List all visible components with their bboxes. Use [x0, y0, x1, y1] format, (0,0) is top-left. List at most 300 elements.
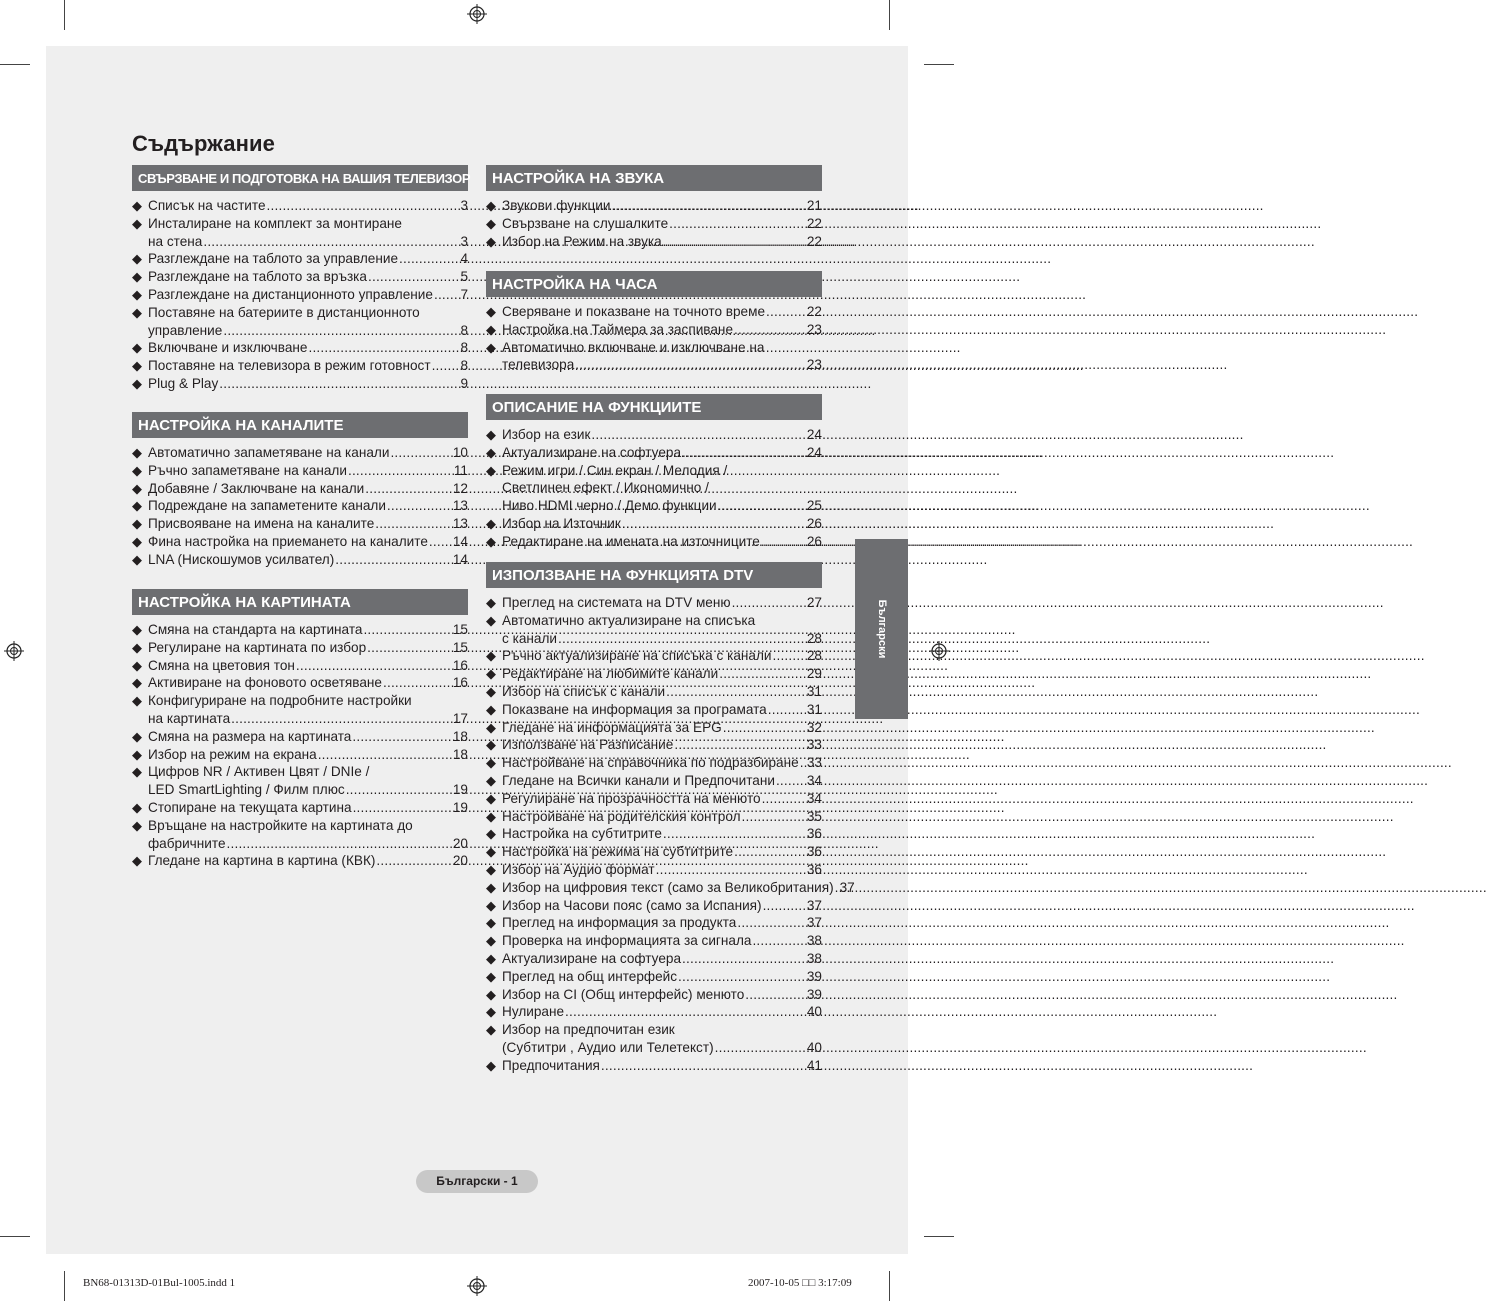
toc-entry-line	[502, 497, 822, 515]
toc-entry-line	[502, 515, 822, 533]
dot-leader	[768, 701, 806, 719]
section-heading: ИЗПОЛЗВАНЕ НА ФУНКЦИЯТА DTV	[486, 562, 822, 588]
toc-entry[interactable]	[486, 647, 822, 665]
toc-entry-text: Разглеждане на дистанционното управление	[148, 286, 433, 302]
toc-entry-line	[148, 233, 468, 251]
toc-entry[interactable]	[132, 286, 468, 304]
toc-page-number: 38	[806, 933, 822, 949]
toc-entry[interactable]	[132, 215, 468, 251]
toc-entry[interactable]	[132, 462, 468, 480]
toc-page-number: 33	[806, 755, 822, 771]
toc-page-number: 27	[806, 595, 822, 610]
toc-entry-text: Фина настройка на приемането на каналите	[148, 533, 428, 549]
dot-leader	[622, 515, 806, 533]
toc-entry[interactable]	[132, 692, 468, 728]
dot-leader	[375, 515, 452, 533]
toc-entry-line	[502, 444, 822, 462]
toc-entry-text: Присвояване на имена на каналите	[148, 516, 375, 532]
toc-list	[486, 303, 822, 374]
section-heading: НАСТРОЙКА НА КАНАЛИТЕ	[132, 412, 468, 438]
toc-entry[interactable]	[486, 1021, 822, 1057]
toc-entry[interactable]	[132, 639, 468, 657]
diamond-bullet-icon: ◆	[486, 986, 496, 1002]
diamond-bullet-icon: ◆	[132, 639, 142, 655]
toc-entry[interactable]	[486, 719, 822, 737]
toc-page-number: 13	[452, 498, 468, 514]
toc-entry-text: Избор на Източник	[502, 515, 621, 531]
toc-entry[interactable]	[132, 497, 468, 515]
diamond-bullet-icon: ◆	[132, 551, 142, 567]
diamond-bullet-icon: ◆	[486, 612, 496, 628]
toc-entry-text: Показване на информация за програмата	[502, 701, 767, 717]
dot-leader	[231, 710, 452, 728]
toc-entry-line	[502, 303, 822, 321]
diamond-bullet-icon: ◆	[486, 444, 496, 460]
dot-leader	[732, 594, 806, 612]
dot-leader	[742, 808, 806, 826]
toc-page-number: 21	[806, 198, 822, 213]
toc-entry[interactable]	[486, 897, 822, 915]
toc-entry-line	[148, 339, 468, 357]
toc-entry-text: Настройка на субтитрите	[502, 826, 662, 842]
toc-list	[486, 197, 822, 250]
toc-entry-text: Гледане на картина в картина (КВК)	[148, 853, 376, 869]
section-dtv	[486, 562, 855, 1075]
toc-entry-line	[502, 665, 822, 683]
toc-page-number: 8	[460, 358, 468, 374]
toc-page-number: 41	[806, 1057, 822, 1073]
toc-entry[interactable]	[486, 825, 822, 843]
toc-entry-line	[502, 736, 822, 754]
dot-leader	[399, 250, 459, 268]
dot-leader	[219, 375, 459, 393]
diamond-bullet-icon: ◆	[132, 198, 142, 213]
toc-entry-line	[502, 462, 822, 480]
toc-entry-text: Светлинен ефект / Икономично /	[502, 480, 709, 496]
diamond-bullet-icon: ◆	[486, 897, 496, 913]
toc-entry[interactable]	[486, 772, 822, 790]
toc-entry-line	[148, 799, 468, 817]
toc-entry-text: Настройка на режима на субтитрите	[502, 844, 734, 860]
toc-entry-line	[148, 710, 468, 728]
toc-entry[interactable]	[132, 551, 468, 569]
toc-entry-text: Настройване на справочника по подразбиране	[502, 755, 799, 771]
toc-entry-text: (Субтитри , Аудио или Телетекст)	[502, 1039, 714, 1055]
section-time	[486, 271, 822, 374]
diamond-bullet-icon: ◆	[132, 480, 142, 496]
toc-entry-line	[502, 914, 822, 932]
toc-page-number: 29	[806, 666, 822, 682]
dot-leader	[666, 683, 806, 701]
toc-entry-line	[148, 375, 468, 393]
toc-page-number: 18	[452, 728, 468, 744]
toc-entry-line	[502, 825, 822, 843]
toc-entry-line	[148, 621, 468, 639]
toc-entry[interactable]	[132, 250, 468, 268]
dot-leader	[432, 357, 460, 375]
toc-entry-text: Предпочитания	[502, 1057, 600, 1073]
toc-entry[interactable]	[486, 594, 822, 612]
toc-entry-line	[502, 968, 822, 986]
diamond-bullet-icon: ◆	[486, 1022, 496, 1038]
toc-entry[interactable]	[486, 968, 822, 986]
toc-page-number: 24	[806, 444, 822, 460]
toc-entry-text: Ръчно актуализиране на списъка с канали	[502, 648, 772, 664]
toc-page-number: 8	[460, 340, 468, 356]
toc-entry-line	[148, 497, 468, 515]
toc-entry[interactable]	[132, 763, 468, 799]
language-side-tab	[855, 539, 908, 719]
toc-page-number: 23	[806, 357, 822, 373]
section-connection	[132, 165, 471, 393]
toc-entry-text: Подреждане на запаметените канали	[148, 498, 386, 514]
dot-leader	[267, 197, 460, 215]
diamond-bullet-icon: ◆	[132, 746, 142, 762]
toc-page-number: 19	[452, 782, 468, 798]
toc-entry-line	[502, 754, 822, 772]
toc-entry[interactable]	[132, 304, 468, 340]
toc-entry-line	[148, 674, 468, 692]
diamond-bullet-icon: ◆	[132, 533, 142, 549]
diamond-bullet-icon: ◆	[486, 321, 496, 337]
diamond-bullet-icon: ◆	[486, 533, 496, 549]
toc-entry-line	[502, 647, 822, 665]
diamond-bullet-icon: ◆	[486, 427, 496, 442]
toc-page-number: 39	[806, 986, 822, 1002]
toc-entry-text: Смяна на цветовия тон	[148, 657, 295, 673]
toc-entry-line	[148, 197, 468, 215]
diamond-bullet-icon: ◆	[132, 657, 142, 673]
toc-list	[486, 426, 822, 551]
dot-leader	[308, 339, 459, 357]
toc-entry-line	[502, 683, 822, 701]
toc-entry-text: Разглеждане на таблото за управление	[148, 251, 399, 267]
dot-leader	[682, 950, 806, 968]
toc-entry-line	[502, 630, 822, 648]
toc-page-number: 7	[460, 286, 468, 302]
diamond-bullet-icon: ◆	[486, 844, 496, 860]
toc-entry[interactable]	[132, 480, 468, 498]
dot-leader	[745, 986, 806, 1004]
toc-entry-line	[148, 462, 468, 480]
dot-leader	[656, 861, 806, 879]
toc-entry-line	[148, 817, 468, 835]
toc-entry-line	[148, 533, 468, 551]
toc-entry-text: Използване на Разписание	[502, 737, 674, 753]
diamond-bullet-icon: ◆	[486, 808, 496, 824]
toc-entry-text: Регулиране на картината по избор	[148, 639, 367, 655]
toc-entry-text: Връщане на настройките на картината до	[148, 817, 413, 833]
diamond-bullet-icon: ◆	[132, 764, 142, 780]
toc-entry[interactable]	[486, 1057, 822, 1075]
toc-entry-line	[502, 533, 822, 551]
dot-leader	[674, 736, 806, 754]
toc-entry[interactable]	[132, 674, 468, 692]
section-functions	[486, 394, 822, 551]
toc-entry-text: на стена	[148, 233, 203, 249]
toc-entry[interactable]	[486, 736, 822, 754]
section-heading: НАСТРОЙКА НА КАРТИНАТА	[132, 589, 468, 615]
toc-entry-text: Поставяне на телевизора в режим готовност	[148, 358, 431, 374]
toc-page-number: 11	[453, 462, 468, 478]
diamond-bullet-icon: ◆	[486, 215, 496, 231]
toc-page-number: 34	[806, 790, 822, 806]
toc-entry[interactable]	[132, 799, 468, 817]
diamond-bullet-icon: ◆	[486, 719, 496, 735]
toc-entry[interactable]	[486, 986, 822, 1004]
dot-leader	[368, 268, 459, 286]
section-heading: НАСТРОЙКА НА ЗВУКА	[486, 165, 822, 191]
toc-entry-text: телевизора	[502, 357, 575, 373]
toc-entry[interactable]	[132, 728, 468, 746]
section-heading: НАСТРОЙКА НА ЧАСА	[486, 271, 822, 297]
dot-leader	[669, 215, 806, 233]
diamond-bullet-icon: ◆	[132, 462, 142, 478]
toc-entry-text: Избор на предпочитан език	[502, 1022, 675, 1038]
diamond-bullet-icon: ◆	[486, 879, 496, 895]
toc-entry[interactable]	[132, 339, 468, 357]
toc-entry[interactable]	[132, 375, 468, 393]
diamond-bullet-icon: ◆	[486, 198, 496, 213]
dot-leader	[719, 665, 806, 683]
toc-entry[interactable]	[132, 197, 468, 215]
toc-entry-text: Автоматично включване и изключване на	[502, 339, 765, 355]
toc-entry[interactable]	[132, 746, 468, 764]
toc-entry[interactable]	[486, 533, 822, 551]
toc-entry[interactable]	[132, 533, 468, 551]
toc-entry-line	[148, 835, 468, 853]
toc-page-number: 20	[452, 853, 468, 869]
toc-entry-line	[502, 950, 822, 968]
toc-entry[interactable]	[486, 426, 822, 444]
toc-entry-line	[148, 444, 468, 462]
dot-leader	[766, 303, 806, 321]
toc-entry-line	[502, 356, 822, 374]
toc-entry-line	[148, 746, 468, 764]
toc-entry-text: Гледане на информацията за EPG	[502, 719, 722, 735]
toc-entry[interactable]	[132, 515, 468, 533]
toc-entry[interactable]	[486, 790, 822, 808]
crop-mark	[889, 0, 890, 30]
toc-page-number: 39	[806, 968, 822, 984]
dot-leader	[335, 551, 452, 569]
toc-entry-line	[148, 268, 468, 286]
dot-leader	[365, 480, 452, 498]
toc-entry[interactable]	[486, 932, 822, 950]
toc-entry-line	[148, 480, 468, 498]
toc-entry[interactable]	[486, 950, 822, 968]
print-file-name: BN68-01313D-01Bul-1005.indd 1	[83, 1277, 236, 1289]
toc-entry-text: Свързване на слушалките	[502, 215, 669, 231]
toc-page-number: 14	[452, 533, 468, 549]
toc-entry-text: Преглед на системата на DTV меню	[502, 595, 731, 610]
crop-mark	[64, 0, 65, 30]
toc-page-number: 23	[806, 321, 822, 337]
registration-mark-icon	[467, 1276, 487, 1296]
toc-entry-text: Звукови функции	[502, 198, 611, 213]
toc-entry-text: Избор на Часови пояс (само за Испания)	[502, 897, 762, 913]
toc-entry[interactable]	[486, 515, 822, 533]
toc-entry-line	[148, 551, 468, 569]
page-number-badge: Български - 1	[416, 1170, 538, 1193]
toc-entry-text: Автоматично актуализиране на списъка	[502, 612, 756, 628]
toc-page-number: 28	[806, 648, 822, 664]
diamond-bullet-icon: ◆	[486, 933, 496, 949]
dot-leader	[575, 356, 806, 374]
toc-entry-line	[502, 772, 822, 790]
diamond-bullet-icon: ◆	[486, 233, 496, 249]
dot-leader	[383, 674, 452, 692]
diamond-bullet-icon: ◆	[132, 340, 142, 356]
diamond-bullet-icon: ◆	[486, 790, 496, 806]
toc-entry-text: Списък на частите	[148, 198, 266, 213]
dot-leader	[752, 932, 805, 950]
toc-entry-text: Ниво HDMI черно / Демо функции	[502, 498, 717, 514]
toc-entry-line	[148, 304, 468, 322]
toc-page-number: 26	[806, 515, 822, 531]
toc-entry-text: Избор на цифровия текст (само за Великобритания)	[502, 879, 834, 895]
toc-entry-text: Добавяне / Заключване на канали	[148, 480, 365, 496]
dot-leader	[601, 1057, 806, 1075]
toc-entry-line	[502, 843, 822, 861]
dot-leader	[348, 462, 453, 480]
diamond-bullet-icon: ◆	[486, 950, 496, 966]
diamond-bullet-icon: ◆	[486, 1004, 496, 1020]
diamond-bullet-icon: ◆	[486, 968, 496, 984]
toc-entry[interactable]	[486, 861, 822, 879]
toc-entry-line	[502, 1057, 822, 1075]
toc-page-number: 25	[806, 498, 822, 514]
toc-entry-line	[148, 515, 468, 533]
dot-leader	[352, 728, 452, 746]
toc-page-number: 3	[460, 198, 468, 213]
crop-mark	[889, 1271, 890, 1301]
toc-entry-line	[502, 879, 855, 897]
toc-page-number: 37	[806, 897, 822, 913]
toc-entry-text: Поставяне на батериите в дистанционното	[148, 304, 420, 320]
dot-leader	[682, 444, 806, 462]
toc-entry[interactable]	[132, 357, 468, 375]
toc-page-number: 31	[806, 701, 822, 717]
toc-entry-text: Преглед на общ интерфейс	[502, 968, 678, 984]
toc-entry-text: Разглеждане на таблото за връзка	[148, 269, 367, 285]
toc-page-number: 40	[806, 1039, 822, 1055]
toc-page-number: 34	[806, 772, 822, 788]
toc-entry-line	[148, 781, 468, 799]
toc-entry[interactable]	[486, 683, 822, 701]
toc-entry[interactable]	[486, 1003, 822, 1021]
toc-list	[132, 621, 468, 870]
toc-entry[interactable]	[486, 808, 822, 826]
toc-entry[interactable]	[486, 233, 822, 251]
dot-leader	[363, 621, 451, 639]
toc-entry-line	[502, 321, 822, 339]
dot-leader	[776, 772, 806, 790]
toc-page-number: 40	[806, 1004, 822, 1020]
section-channels	[132, 412, 468, 569]
toc-entry[interactable]	[486, 754, 822, 772]
toc-page-number: 17	[452, 710, 468, 726]
toc-list	[132, 444, 468, 569]
toc-page-number: 16	[452, 675, 468, 691]
section-sound	[486, 165, 822, 250]
diamond-bullet-icon: ◆	[486, 595, 496, 610]
toc-entry[interactable]	[132, 817, 468, 853]
toc-entry[interactable]	[486, 321, 822, 339]
diamond-bullet-icon: ◆	[486, 772, 496, 788]
toc-entry[interactable]	[132, 444, 468, 462]
toc-entry[interactable]	[486, 701, 822, 719]
toc-entry-line	[502, 932, 822, 950]
toc-entry[interactable]	[486, 215, 822, 233]
toc-entry[interactable]	[486, 879, 855, 897]
toc-page-number: 35	[806, 808, 822, 824]
toc-entry-text: Актуализиране на софтуера	[502, 950, 682, 966]
toc-entry[interactable]	[486, 444, 822, 462]
toc-entry[interactable]	[486, 462, 822, 515]
toc-entry-text: Сверяване и показване на точното време	[502, 304, 766, 319]
diamond-bullet-icon: ◆	[486, 304, 496, 319]
toc-entry[interactable]	[132, 657, 468, 675]
toc-entry-line	[148, 322, 468, 340]
toc-page-number: 22	[806, 215, 822, 231]
toc-entry-text: Актуализиране на софтуера	[502, 444, 682, 460]
toc-entry-line	[148, 728, 468, 746]
toc-page-number: 18	[452, 746, 468, 762]
toc-entry-line	[148, 639, 468, 657]
toc-entry[interactable]	[132, 268, 468, 286]
toc-page-number: 5	[460, 269, 468, 285]
diamond-bullet-icon: ◆	[486, 755, 496, 771]
toc-list	[132, 197, 468, 393]
toc-entry-line	[148, 763, 468, 781]
dot-leader	[734, 843, 806, 861]
dot-leader	[296, 657, 452, 675]
dot-leader	[390, 444, 451, 462]
dot-leader	[773, 647, 806, 665]
toc-entry[interactable]	[132, 621, 468, 639]
toc-entry-text: Редактиране на любимите канали	[502, 666, 719, 682]
section-heading: ОПИСАНИЕ НА ФУНКЦИИТЕ	[486, 394, 822, 420]
toc-entry[interactable]	[486, 843, 822, 861]
diamond-bullet-icon: ◆	[486, 915, 496, 931]
diamond-bullet-icon: ◆	[486, 737, 496, 753]
toc-entry-text: Автоматично запаметяване на канали	[148, 445, 390, 460]
toc-entry-text: на картината	[148, 710, 231, 726]
toc-entry[interactable]	[486, 914, 822, 932]
crop-mark	[64, 1271, 65, 1301]
toc-entry-line	[502, 861, 822, 879]
toc-page-number: 22	[806, 304, 822, 319]
crop-mark	[924, 64, 954, 65]
toc-entry-line	[148, 357, 468, 375]
toc-entry[interactable]	[132, 852, 468, 870]
dot-leader	[678, 968, 806, 986]
toc-entry[interactable]	[486, 197, 822, 215]
registration-mark-icon	[4, 641, 24, 661]
toc-entry[interactable]	[486, 665, 822, 683]
toc-entry[interactable]	[486, 339, 822, 375]
toc-entry[interactable]	[486, 303, 822, 321]
toc-page-number: 37	[839, 879, 855, 895]
toc-entry-line	[148, 250, 468, 268]
toc-entry-text: с канали	[502, 630, 557, 646]
toc-entry-line	[502, 479, 822, 497]
dot-leader	[663, 825, 806, 843]
toc-page-number: 15	[452, 622, 468, 637]
toc-entry[interactable]	[486, 612, 822, 648]
toc-page-number: 24	[806, 427, 822, 442]
